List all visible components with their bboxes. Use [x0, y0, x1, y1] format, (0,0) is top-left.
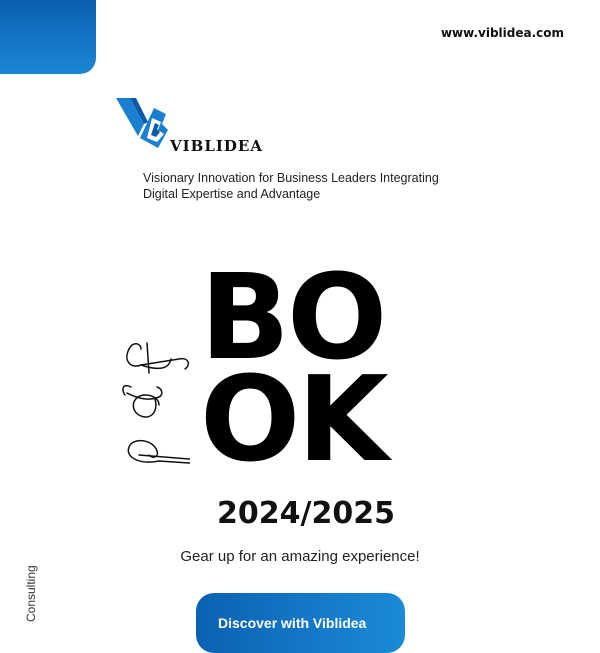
viblidea-logo-icon — [114, 94, 170, 155]
side-vertical-text: Consulting — [24, 565, 38, 622]
brand-tagline — [143, 171, 439, 202]
tagline-line-1: Visionary Innovation for Business Leaders Integrating — [143, 171, 439, 185]
cover-subtitle: Gear up for an amazing experience! — [180, 548, 420, 565]
big-word-line-2: OK — [200, 350, 386, 488]
discover-button[interactable]: Discover with Viblidea — [196, 593, 405, 653]
script-pdf-lettering — [120, 258, 190, 475]
big-word-line-1: BO — [200, 248, 385, 386]
brand-name: VIBLIDEA — [170, 137, 263, 155]
website-url[interactable]: www.viblidea.com — [440, 26, 564, 40]
tagline-line-2: Digital Expertise and Advantage — [143, 186, 321, 201]
edition-year: 2024/2025 — [217, 496, 395, 531]
corner-accent-block — [0, 0, 96, 74]
